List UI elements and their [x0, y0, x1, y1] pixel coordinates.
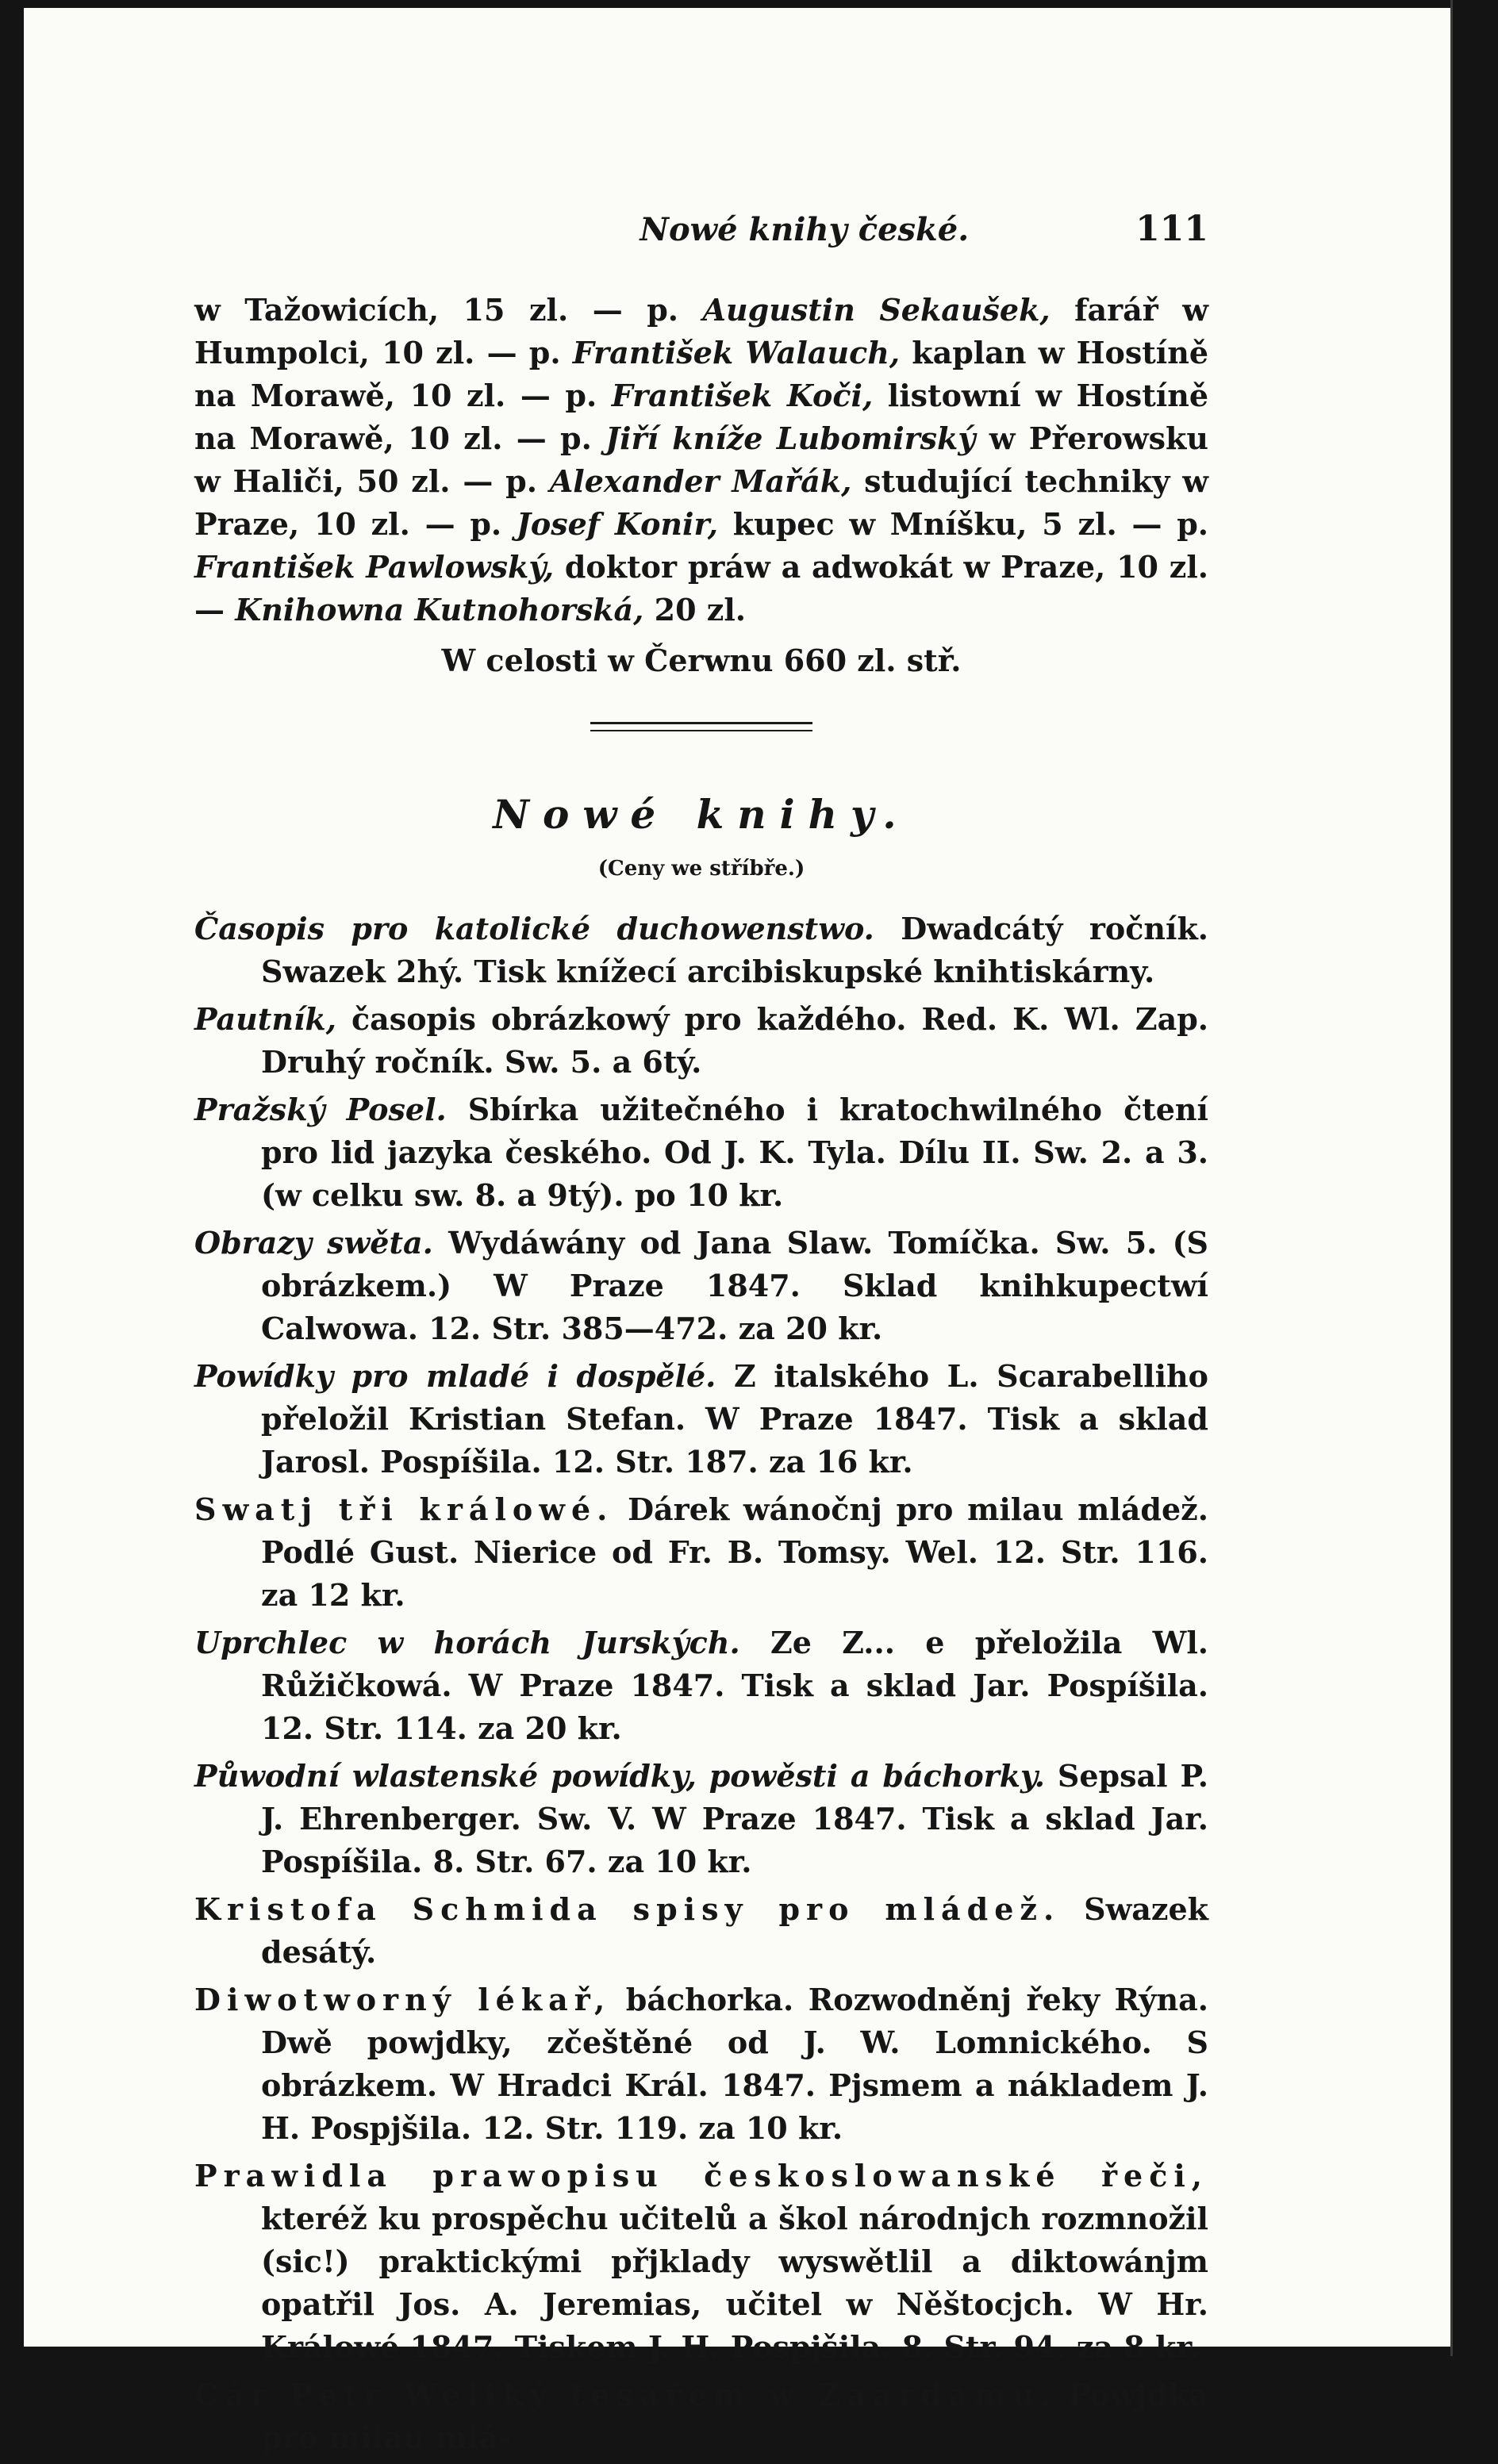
section-title: Nowé knihy.: [493, 791, 910, 838]
book-entry: [194, 1888, 1208, 1974]
book-details: Ze Z... e přeložila Wl. Růžičkowá. W Praze 1847. Tisk a sklad Jar. Pospíšila. 12. Str. 114. za 20 kr.: [261, 1625, 1208, 1746]
book-entry: [194, 2374, 1208, 2459]
donor-name: Alexander Mařák,: [549, 463, 852, 499]
page-content: [194, 208, 1208, 2464]
book-title: Obrazy swěta.: [194, 1225, 433, 1261]
donor-name: Augustin Sekaušek,: [702, 292, 1051, 328]
donation-text: doktor práw a adwokát w Praze, 10 zl. —: [194, 549, 1208, 628]
running-title: Nowé knihy české.: [640, 211, 970, 248]
book-entry: [194, 1755, 1208, 1883]
book-details: Powjdka pro milau mlá-: [261, 2377, 1208, 2455]
donation-text: kaplan w Hostíně na Morawě, 10 zl. — p.: [194, 335, 1209, 413]
book-entry: [194, 998, 1208, 1084]
book-entry: [194, 908, 1208, 993]
book-title: Kristofa Schmida spisy pro mládež.: [194, 1891, 1061, 1927]
book-title: Pautník,: [194, 1001, 336, 1037]
donor-name: Jiří kníže Lubomirský: [605, 420, 976, 456]
book-entry: [194, 1222, 1208, 1350]
book-details: Z italského L. Scarabelliho přeložil Kristian Stefan. W Praze 1847. Tisk a sklad Jarosl. Pospíšila. 12. Str. 187. za 16 kr.: [261, 1358, 1208, 1480]
donor-name: Knihowna Kutnohorská,: [235, 592, 644, 628]
prices-note: (Ceny we stříbře.): [597, 857, 805, 881]
book-entry: [194, 1088, 1208, 1217]
donor-name: Josef Konir,: [516, 506, 718, 542]
book-title: Pražský Posel.: [194, 1092, 447, 1127]
book-title: Uprchlec w horách Jurských.: [194, 1625, 740, 1660]
book-entry: [194, 1355, 1208, 1483]
donations-paragraph: [194, 289, 1208, 631]
donor-name: František Walauch,: [572, 335, 901, 370]
book-entry: [194, 2155, 1208, 2369]
donation-text: w Přerowsku w Haliči, 50 zl. — p.: [194, 420, 1208, 499]
book-title: Swatj tři králowé.: [194, 1491, 614, 1527]
donor-name: František Koči,: [611, 378, 874, 413]
page-number: 111: [1135, 209, 1208, 249]
book-details: kteréž ku prospěchu učitelů a škol národnjch rozmnožil (sic!) praktickými přjklady wyswětlil a diktowánjm opatřil Jos. A. Jeremias, učitel w Něštocjch. W Hr. Králowé 1847. Tiskem J. H. Pospjšila. 8. Str. 94. za 8 kr.: [261, 2201, 1208, 2365]
book-title: Diwotworný lékař,: [194, 1982, 612, 2017]
book-entry: [194, 1622, 1208, 1750]
book-details: Sbírka užitečného i kratochwilného čtení pro lid jazyka českého. Od J. K. Tyla. Dílu II. Sw. 2. a 3. (w celku sw. 8. a 9tý). po 10 kr.: [261, 1092, 1208, 1213]
book-entry: [194, 1978, 1208, 2150]
donation-text: 20 zl.: [643, 592, 746, 628]
book-list: [194, 908, 1208, 2459]
donation-text: farář w Humpolci, 10 zl. — p.: [194, 292, 1208, 370]
donation-text: listowní w Hostíně na Morawě, 10 zl. — p.: [194, 378, 1208, 456]
book-entry: [194, 1488, 1208, 1617]
book-details: Swazek desátý.: [261, 1891, 1208, 1970]
donation-text: kupec w Mníšku, 5 zl. — p.: [717, 506, 1208, 542]
book-details: Dárek wánočnj pro milau mládež. Podlé Gust. Nierice od Fr. B. Tomsy. Wel. 12. Str. 116. za 12 kr.: [261, 1491, 1208, 1613]
donation-text: w Tažowicích, 15 zl. — p.: [194, 292, 703, 328]
book-title: Cár Petr Weliký tesařem w Zaardamu.: [194, 2377, 1058, 2412]
book-details: Sepsal P. J. Ehrenberger. Sw. V. W Praze 1847. Tisk a sklad Jar. Pospíšila. 8. Str. 67. za 10 kr.: [261, 1758, 1208, 1879]
page-header: [194, 208, 1208, 255]
book-title: Powídky pro mladé i dospělé.: [194, 1358, 716, 1394]
section-divider: [590, 722, 812, 731]
book-title: Časopis pro katolické duchowenstwo.: [194, 911, 874, 946]
book-title: Prawidla prawopisu českoslowanské řeči,: [194, 2158, 1208, 2193]
book-details: časopis obrázkowý pro každého. Red. K. Wl. Zap. Druhý ročník. Sw. 5. a 6tý.: [261, 1001, 1208, 1080]
donations-total: W celosti w Čerwnu 660 zl. stř.: [441, 643, 962, 678]
page-edge-line: [1450, 0, 1453, 2356]
book-details: Wydáwány od Jana Slaw. Tomíčka. Sw. 5. (S obrázkem.) W Praze 1847. Sklad knihkupectwí Calwowa. 12. Str. 385—472. za 20 kr.: [261, 1225, 1208, 1346]
donation-text: studující techniky w Praze, 10 zl. — p.: [194, 463, 1208, 542]
book-title: Půwodní wlastenské powídky, powěsti a báchorky.: [194, 1758, 1045, 1794]
book-details: Dwadcátý ročník. Swazek 2hý. Tisk knížecí arcibiskupské knihtiskárny.: [261, 911, 1209, 989]
donor-name: František Pawlowský,: [194, 549, 555, 585]
book-details: báchorka. Rozwodněnj řeky Rýna. Dwě powjdky, zčeštěné od J. W. Lomnického. S obrázkem. W Hradci Král. 1847. Pjsmem a nákladem J. H. Pospjšila. 12. Str. 119. za 10 kr.: [261, 1982, 1208, 2146]
